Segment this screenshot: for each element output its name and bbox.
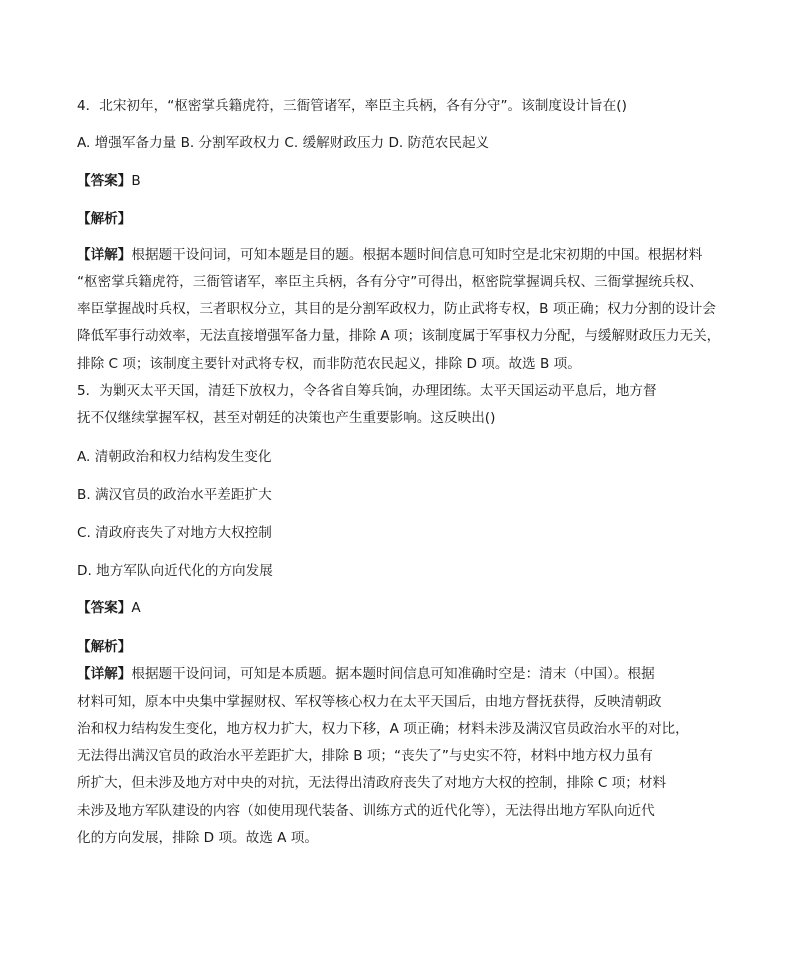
- q4-detail-line-3: 率臣掌握战时兵权，三者职权分立，其目的是分割军政权力，防止武将专权，B 项正确；权力分割的设计会: [77, 301, 716, 317]
- q4-detail-line-5: 排除 C 项；该制度主要针对武将专权，而非防范农民起义，排除 D 项。故选 B 项。: [77, 356, 581, 372]
- q5-detail-line-5: 所扩大，但未涉及地方对中央的对抗，无法得出清政府丧失了对地方大权的控制，排除 C 项；材料: [77, 775, 667, 791]
- detail-text: 根据题干设问词，可知本题是目的题。根据本题时间信息可知时空是北宋初期的中国。根据材料: [131, 247, 703, 263]
- q5-option-b: B. 满汉官员的政治水平差距扩大: [77, 487, 272, 503]
- q4-detail-line-1: [77, 246, 702, 264]
- q4-detail-line-2: “枢密掌兵籍虎符，三衙管诸军，率臣主兵柄，各有分守”可得出，枢密院掌握调兵权、三衙掌握统兵权、: [77, 274, 703, 290]
- q5-option-d: D. 地方军队向近代化的方向发展: [77, 563, 273, 579]
- q5-detail-line-6: 未涉及地方军队建设的内容（如使用现代装备、训练方式的近代化等），无法得出地方军队向近代: [77, 803, 655, 819]
- q4-answer: [77, 172, 141, 190]
- detail-text: 根据题干设问词，可知是本质题。据本题时间信息可知准确时空是：清末（中国）。根据: [131, 666, 655, 682]
- q4-detail-line-4: 降低军事行动效率，无法直接增强军备力量，排除 A 项；该制度属于军事权力分配，与缓解财政压力无关，: [77, 328, 721, 344]
- q5-detail-line-3: 治和权力结构发生变化，地方权力扩大，权力下移，A 项正确；材料未涉及满汉官员政治水平的对比，: [77, 721, 689, 737]
- q5-stem-line-1: 5．为剿灭太平天国，清廷下放权力，令各省自筹兵饷，办理团练。太平天国运动平息后，地方督: [77, 383, 657, 399]
- q5-analysis-label: 【解析】: [77, 639, 132, 655]
- answer-label: 【答案】: [77, 600, 132, 616]
- q5-detail-line-1: [77, 665, 655, 683]
- q5-detail-line-4: 无法得出满汉官员的政治水平差距扩大，排除 B 项；“丧失了”与史实不符，材料中地方权力虽有: [77, 748, 653, 764]
- q5-stem-line-2: 抚不仅继续掌握军权，甚至对朝廷的决策也产生重要影响。这反映出(): [77, 410, 496, 426]
- q5-detail-line-7: 化的方向发展，排除 D 项。故选 A 项。: [77, 830, 318, 846]
- answer-label: 【答案】: [77, 173, 132, 189]
- q5-option-c: C. 清政府丧失了对地方大权控制: [77, 525, 272, 541]
- q4-stem: 4．北宋初年，“枢密掌兵籍虎符，三衙管诸军，率臣主兵柄，各有分守”。该制度设计旨在(): [77, 98, 627, 114]
- q5-detail-line-2: 材料可知，原本中央集中掌握财权、军权等核心权力在太平天国后，由地方督抚获得，反映清朝政: [77, 694, 662, 710]
- q4-options: A. 增强军备力量 B. 分割军政权力 C. 缓解财政压力 D. 防范农民起义: [77, 135, 490, 151]
- answer-value: B: [131, 173, 141, 189]
- detail-label: 【详解】: [77, 666, 132, 682]
- q5-answer: [77, 599, 141, 617]
- q5-option-a: A. 清朝政治和权力结构发生变化: [77, 449, 272, 465]
- detail-label: 【详解】: [77, 247, 132, 263]
- answer-value: A: [131, 600, 141, 616]
- q4-analysis-label: 【解析】: [77, 211, 132, 227]
